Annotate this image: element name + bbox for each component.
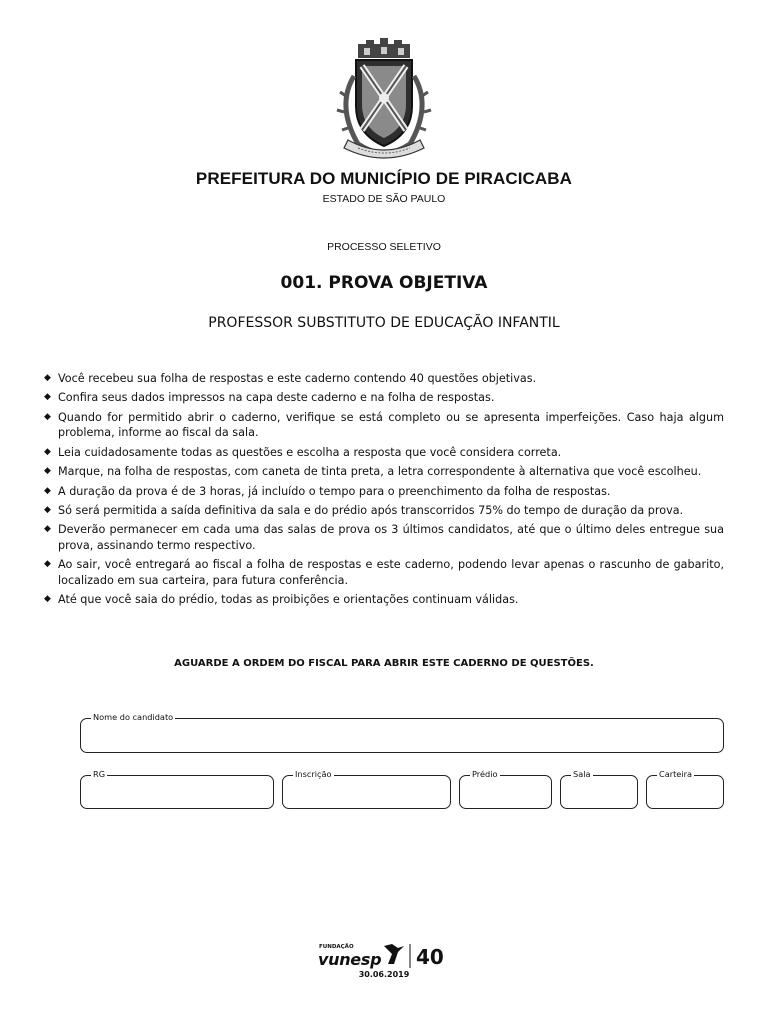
exam-title: 001. PROVA OBJETIVA (280, 273, 488, 293)
exam-date: 30.06.2019 (358, 970, 410, 979)
list-item: ◆ Marque, na folha de respostas, com caneta de tinta preta, a letra correspondente à alternativa que você escolheu. (44, 465, 702, 479)
process-label: PROCESSO SELETIVO (327, 241, 441, 253)
page-title: PREFEITURA DO MUNICÍPIO DE PIRACICABA (195, 169, 573, 188)
list-item: ◆ Deverão permanecer em cada uma das salas de prova os 3 últimos candidatos, até que o último deles entregue sua prova, assinando termo respectivo. (44, 523, 724, 552)
diamond-bullet-icon: ◆ (44, 524, 51, 535)
role-title: PROFESSOR SUBSTITUTO DE EDUCAÇÃO INFANTIL (208, 315, 560, 331)
diamond-bullet-icon: ◆ (44, 504, 51, 515)
list-item: ◆ Só será permitida a saída definitiva da sala e do prédio após transcorridos 75% do tempo de duração da prova. (44, 503, 684, 517)
coat-of-arms-logo (328, 36, 440, 164)
diamond-bullet-icon: ◆ (44, 559, 51, 570)
fundacao-label: FUNDAÇÃO (319, 944, 354, 950)
list-item: ◆ Ao sair, você entregará ao fiscal a folha de respostas e este caderno, podendo levar apenas o rascunho de gabarito, localizado em sua carteira, para futura conferência. (44, 558, 724, 587)
diamond-bullet-icon: ◆ (44, 446, 51, 457)
list-item: ◆ A duração da prova é de 3 horas, já incluído o tempo para o preenchimento da folha de respostas. (44, 484, 611, 498)
candidate-name-label: Nome do candidato (93, 712, 174, 722)
sala-label: Sala (573, 769, 591, 779)
diamond-bullet-icon: ◆ (44, 411, 51, 422)
list-item: ◆ Leia cuidadosamente todas as questões e escolha a resposta que você considera correta. (44, 445, 562, 459)
list-item: ◆ Você recebeu sua folha de respostas e este caderno contendo 40 questões objetivas. (44, 372, 537, 385)
list-item: ◆ Quando for permitido abrir o caderno, verifique se está completo ou se apresenta imperfeições. Caso haja algum problema, informe ao fiscal da sala. (44, 410, 724, 440)
vunesp-40-anos-logo-icon (382, 942, 452, 970)
diamond-bullet-icon: ◆ (44, 373, 51, 383)
inscricao-field[interactable] (282, 769, 451, 809)
list-item: ◆ Confira seus dados impressos na capa deste caderno e na folha de respostas. (44, 391, 495, 405)
diamond-bullet-icon: ◆ (44, 594, 51, 605)
rg-label: RG (93, 769, 106, 779)
carteira-field[interactable] (646, 769, 724, 809)
predio-label: Prédio (472, 769, 498, 779)
state-subtitle: ESTADO DE SÃO PAULO (322, 193, 446, 205)
instructions-list (44, 371, 724, 612)
inscricao-label: Inscrição (295, 769, 332, 779)
rg-field[interactable] (80, 769, 274, 809)
diamond-bullet-icon: ◆ (44, 392, 51, 403)
diamond-bullet-icon: ◆ (44, 466, 51, 477)
carteira-label: Carteira (659, 769, 693, 779)
anos-number: 40 (416, 945, 444, 969)
vunesp-wordmark: vunesp (318, 950, 382, 969)
wait-notice: AGUARDE A ORDEM DO FISCAL PARA ABRIR ESTE CADERNO DE QUESTÕES. (174, 658, 594, 669)
list-item: ◆ Até que você saia do prédio, todas as proibições e orientações continuam válidas. (44, 593, 519, 607)
candidate-name-field[interactable] (80, 712, 724, 753)
diamond-bullet-icon: ◆ (44, 485, 51, 496)
predio-field[interactable] (459, 769, 552, 809)
sala-field[interactable] (560, 769, 638, 809)
